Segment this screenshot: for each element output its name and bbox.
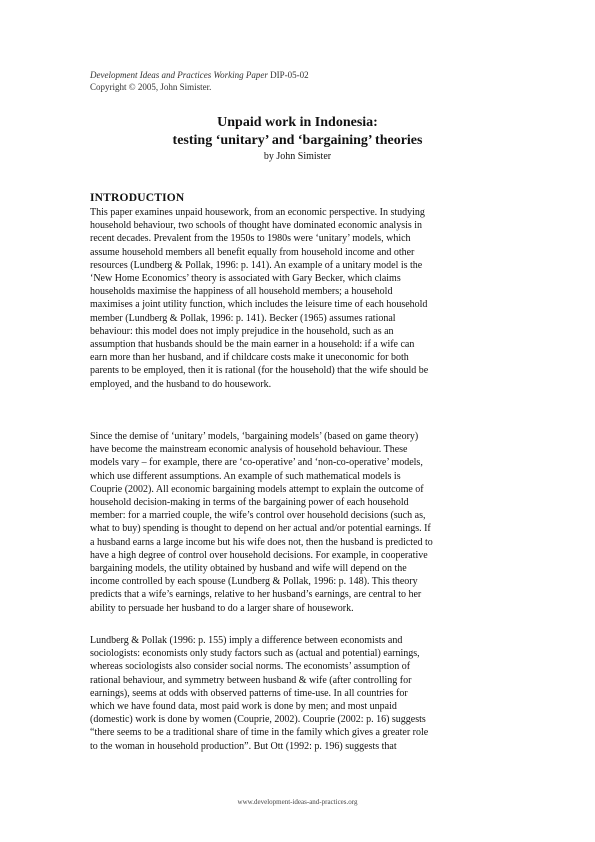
text-line: to the woman in household production”. But Ott (1992: p. 196) suggests that <box>90 740 397 752</box>
text-line: household decision-making in terms of the bargaining power of each household <box>90 497 409 509</box>
text-line: employed, and the husband to do housework. <box>90 378 272 390</box>
text-line: what to buy) spending is thought to depend on her actual and/or potential earnings. If <box>90 523 431 535</box>
paragraph <box>90 430 510 615</box>
paragraph <box>90 634 510 753</box>
footer-url: www.development-ideas-and-practices.org <box>237 798 358 806</box>
paper-series-header <box>90 70 309 81</box>
paper-type: Working Paper <box>213 70 268 80</box>
text-line: assumption that husbands should be the main earner in a household: if a wife can <box>90 339 415 351</box>
text-line: (domestic) work is done by women (Couprie, 2002). Couprie (2002: p. 16) suggests <box>90 714 426 726</box>
text-line: a husband earns a large income but his wife does not, then the husband is predicted to <box>90 536 433 548</box>
section-heading-introduction: INTRODUCTION <box>90 192 185 204</box>
paper-title-line-2: testing ‘unitary’ and ‘bargaining’ theories <box>172 133 423 148</box>
text-line: member: for a married couple, the wife’s control over household decisions (such as, <box>90 510 426 522</box>
author-byline: by John Simister <box>263 151 332 162</box>
text-line: earnings), seems at odds with observed patterns of time-use. In all countries for <box>90 687 408 699</box>
text-line: assume household members all benefit equally from household income and other <box>90 246 415 258</box>
text-line: which we have found data, most paid work is done by men; and most unpaid <box>90 701 397 713</box>
text-line: ability to persuade her husband to do a larger share of housework. <box>90 602 354 614</box>
paper-id: DIP-05-02 <box>270 70 309 80</box>
paragraph <box>90 206 510 391</box>
text-line: earn more than her husband, and if childcare costs make it uneconomic for both <box>90 352 409 364</box>
text-line: household behaviour, two schools of thought have dominated economic analysis in <box>90 220 423 232</box>
text-line: parents to be employed, then it is rational (for the household) that the wife should be <box>90 365 429 377</box>
text-line: models vary – for example, there are ‘co-operative’ and ‘non-co-operative’ models, <box>90 457 423 469</box>
text-line: Lundberg & Pollak (1996: p. 155) imply a difference between economists and <box>90 635 403 646</box>
text-line: Since the demise of ‘unitary’ models, ‘bargaining models’ (based on game theory) <box>90 431 419 442</box>
text-line: which use different assumptions. An example of such mathematical models is <box>90 470 401 482</box>
text-line: have become the mainstream economic analysis of household behaviour. These <box>90 444 408 456</box>
paper-title-line-1: Unpaid work in Indonesia: <box>217 115 378 130</box>
text-line: member (Lundberg & Pollak, 1996: p. 141). Becker (1965) assumes rational <box>90 312 396 324</box>
text-line: have a high degree of control over household decisions. For example, in cooperative <box>90 549 428 561</box>
text-line: sociologists: economists only study factors such as (actual and potential) earnings, <box>90 648 420 660</box>
text-line: resources (Lundberg & Pollak, 1996: p. 141). An example of a unitary model is the <box>90 259 423 271</box>
text-line: “there seems to be a traditional share of time in the family which gives a greater role <box>90 727 429 739</box>
text-line: predicts that a wife’s earnings, relative to her husband’s earnings, are central to her <box>90 589 422 601</box>
text-line: bargaining models, the utility obtained by husband and wife will depend on the <box>90 563 407 575</box>
text-line: recent decades. Prevalent from the 1950s to 1980s were ‘unitary’ models, which <box>90 233 411 245</box>
text-line: households maximise the happiness of all household members; a household <box>90 286 393 298</box>
copyright-notice: Copyright © 2005, John Simister. <box>90 82 212 92</box>
text-line: ‘New Home Economics’ theory is associated with Gary Becker, which claims <box>90 273 401 285</box>
text-line: whereas sociologists also consider social norms. The economists’ assumption of <box>90 661 411 673</box>
text-line: This paper examines unpaid housework, from an economic perspective. In studying <box>90 207 425 218</box>
text-line: Couprie (2002). All economic bargaining models attempt to explain the outcome of <box>90 483 424 495</box>
text-line: rational behaviour, and symmetry between husband & wife (after controlling for <box>90 674 412 686</box>
series-name: Development Ideas and Practices <box>90 70 212 80</box>
text-line: income controlled by each spouse (Lundberg & Pollak, 1996: p. 148). This theory <box>90 576 418 588</box>
text-line: maximises a joint utility function, which includes the leisure time of each household <box>90 299 428 311</box>
text-line: behaviour: this model does not imply prejudice in the household, such as an <box>90 325 394 337</box>
